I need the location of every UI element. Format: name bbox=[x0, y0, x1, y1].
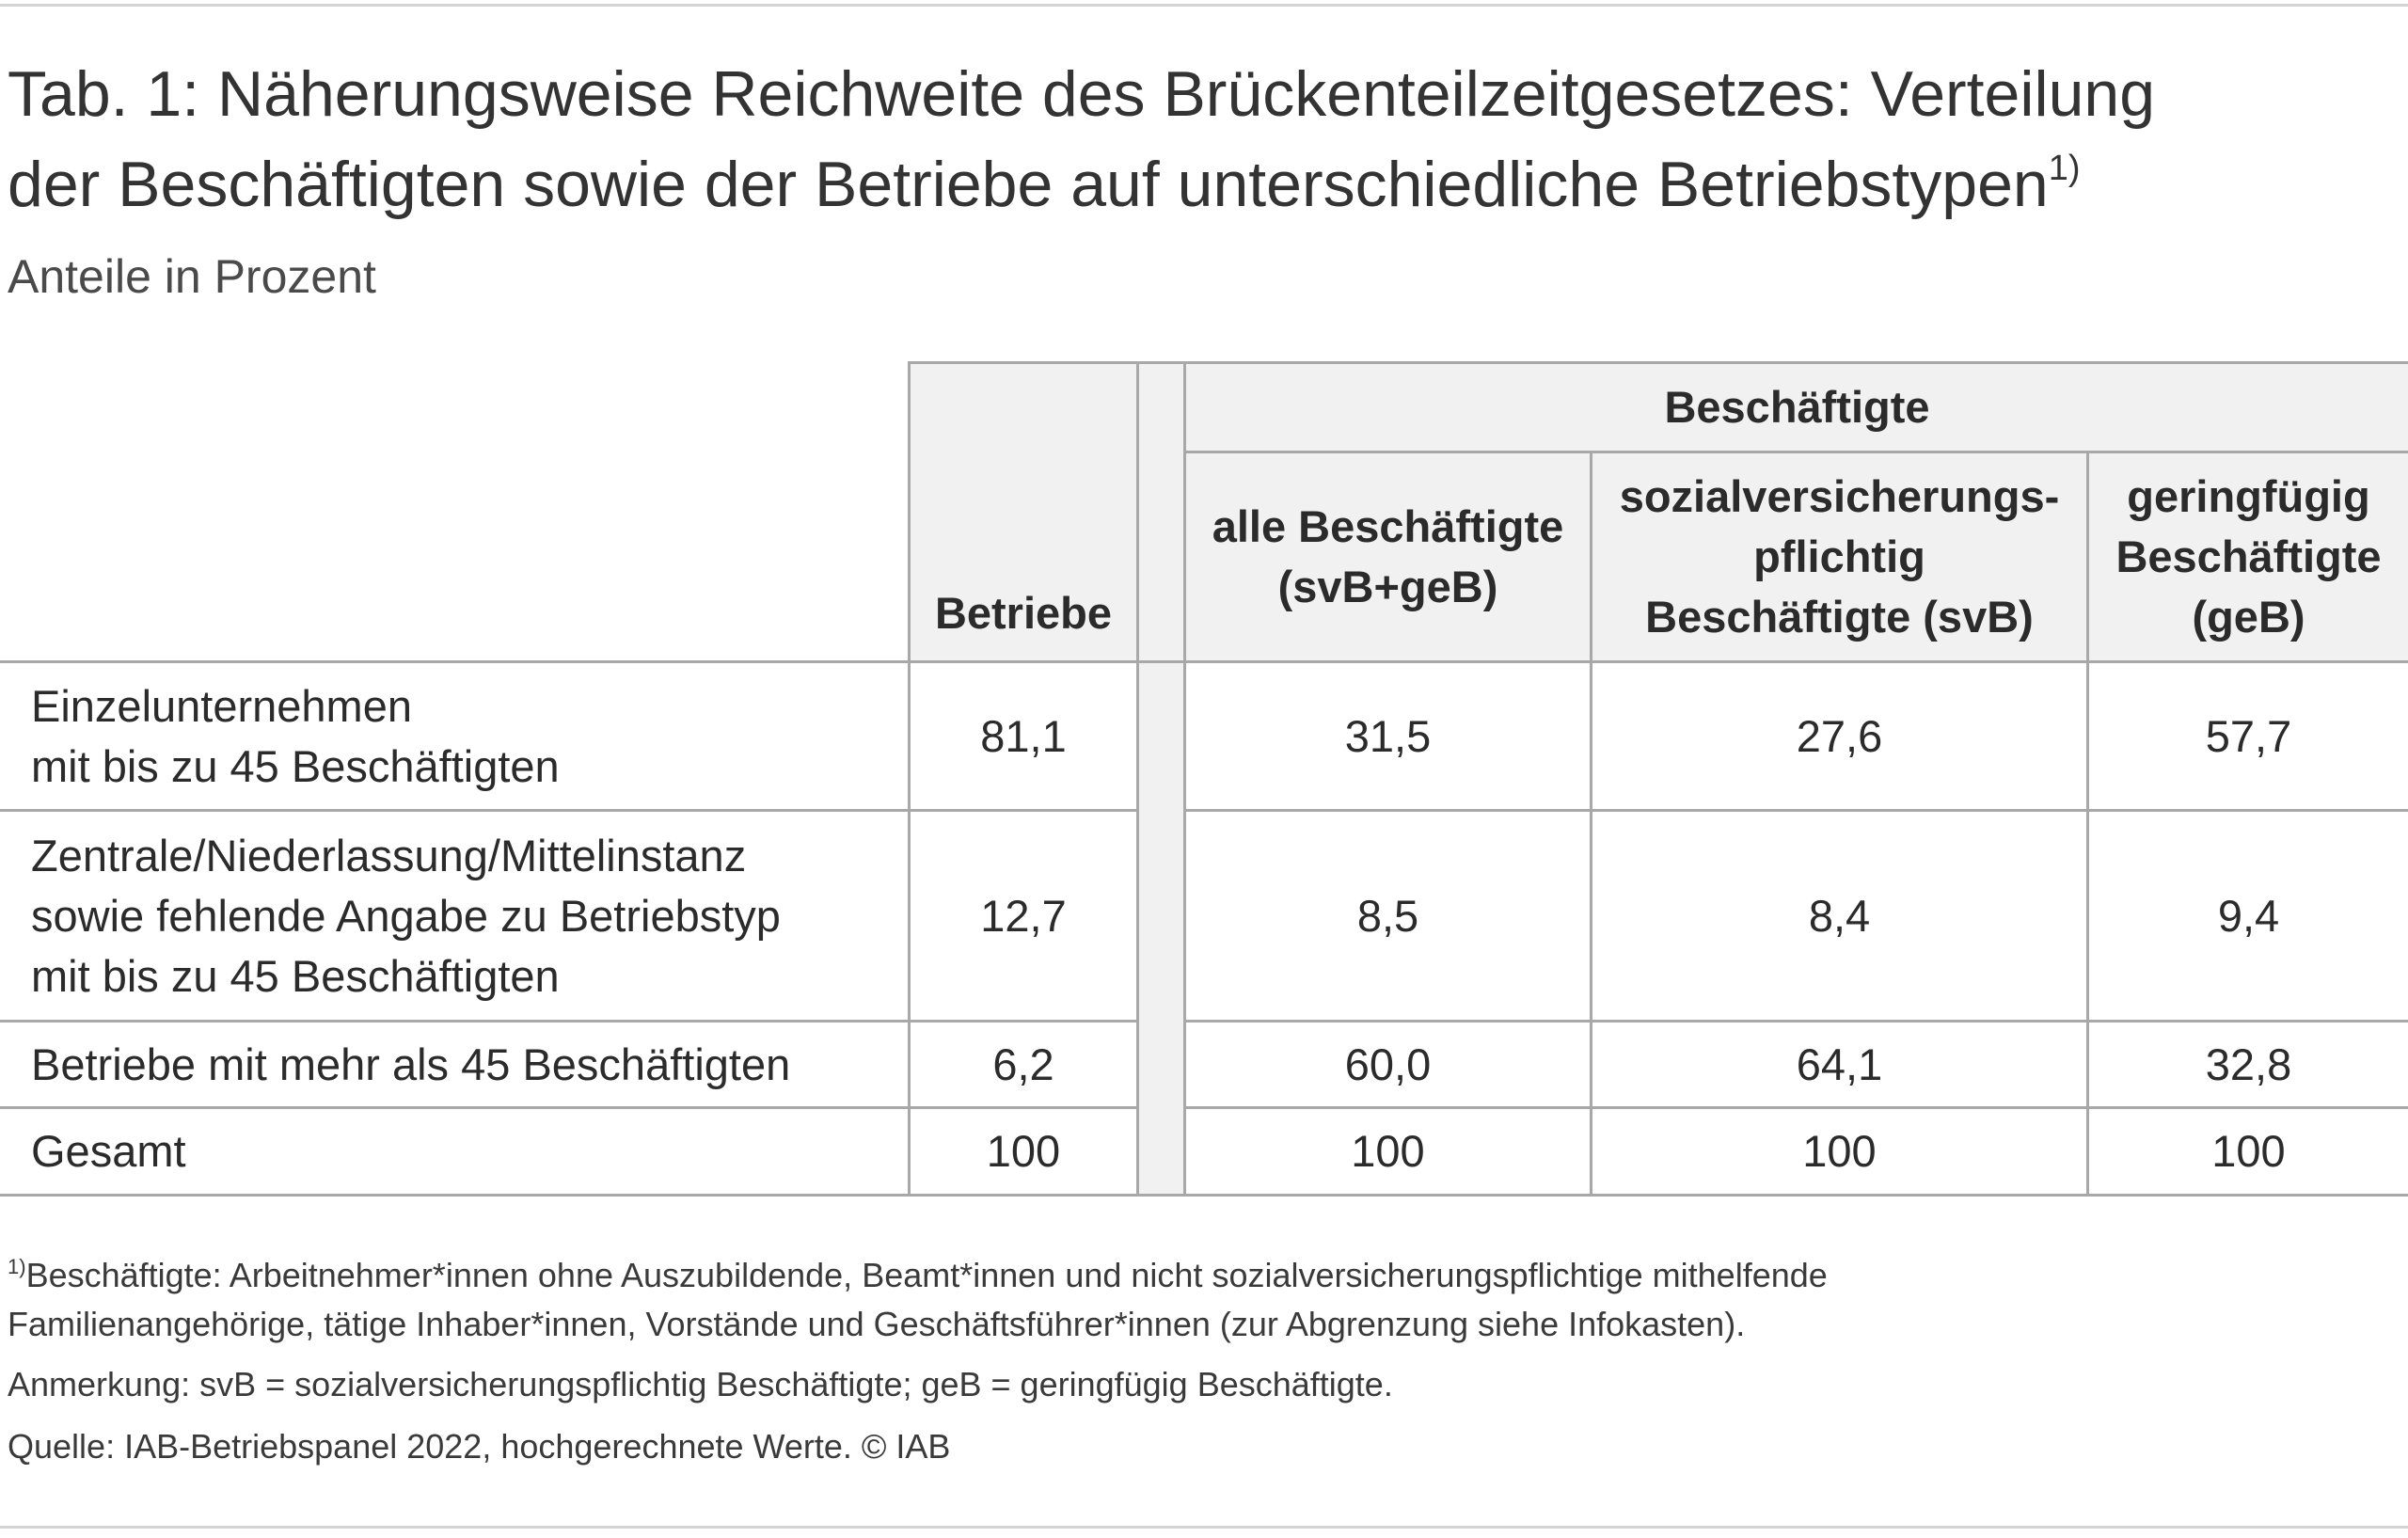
footnote-line-1 bbox=[8, 1251, 2359, 1300]
table-cell: 100 bbox=[986, 1126, 1061, 1176]
col-header-svb bbox=[1592, 453, 2086, 660]
data-table bbox=[0, 361, 2408, 1197]
table-cell: 100 bbox=[1802, 1126, 1877, 1176]
table-cell: 100 bbox=[2211, 1126, 2286, 1176]
table-cell: 12,7 bbox=[980, 890, 1067, 941]
group-header-beschaeftigte: Beschäftigte bbox=[1664, 381, 1930, 432]
table-cell: 64,1 bbox=[1796, 1039, 1883, 1089]
table-subtitle: Anteile in Prozent bbox=[8, 250, 376, 303]
table-cell: 9,4 bbox=[2217, 890, 2280, 941]
footnote-line-2: Familienangehörige, tätige Inhaber*innen, Vorstände und Geschäftsführer*innen (zur Abgrenzung siehe Infokasten). bbox=[8, 1305, 1746, 1343]
col-header-svb-text: sozialversicherungs- pflichtig Beschäftigte (svB) bbox=[1619, 471, 2060, 642]
col-header-alle bbox=[1186, 453, 1590, 660]
row-4-label-text: Gesamt bbox=[31, 1126, 186, 1176]
row-label bbox=[0, 812, 908, 1020]
row-1-label-text: Einzelunternehmen mit bis zu 45 Beschäftigten bbox=[31, 680, 560, 791]
table-cell: 57,7 bbox=[2205, 710, 2292, 761]
footnote-line-1-text: Beschäftigte: Arbeitnehmer*innen ohne Auszubildende, Beamt*innen und nicht sozialversicherungspflichtige mithelfende bbox=[25, 1256, 1828, 1294]
col-header-betriebe bbox=[911, 363, 1136, 660]
footnote-mark: 1) bbox=[8, 1255, 26, 1278]
hline-bottom bbox=[0, 1194, 2408, 1197]
table-cell: 6,2 bbox=[992, 1039, 1054, 1089]
table-cell: 31,5 bbox=[1344, 710, 1432, 761]
row-2-label-text: Zentrale/Niederlassung/Mittelinstanz sowie fehlende Angabe zu Betriebstyp mit bis zu 45 Beschäftigten bbox=[31, 830, 781, 1001]
row-3-label-text: Betriebe mit mehr als 45 Beschäftigten bbox=[31, 1039, 791, 1089]
title-line-1: Tab. 1: Näherungsweise Reichweite des Brückenteilzeitgesetzes: Verteilung bbox=[8, 58, 2156, 130]
table-cell: 32,8 bbox=[2205, 1039, 2292, 1089]
table-cell: 8,5 bbox=[1356, 890, 1419, 941]
row-label bbox=[0, 663, 908, 809]
col-header-alle-text: alle Beschäftigte (svB+geB) bbox=[1212, 501, 1564, 611]
title-line-2-text: der Beschäftigten sowie der Betriebe auf unterschiedliche Betriebstypen bbox=[8, 149, 2049, 220]
footnote bbox=[8, 1251, 2359, 1349]
title-footnote-mark: 1) bbox=[2048, 149, 2081, 188]
table-cell: 100 bbox=[1351, 1126, 1425, 1176]
vline-betriebe bbox=[1136, 361, 1139, 1197]
remark: Anmerkung: svB = sozialversicherungspflichtig Beschäftigte; geB = geringfügig Beschäftigte. bbox=[8, 1365, 1393, 1403]
col-header-geb-text: geringfügig Beschäftigte (geB) bbox=[2115, 471, 2382, 642]
header-bg-spacer bbox=[1139, 363, 1183, 1197]
title-line-2 bbox=[8, 139, 2359, 230]
col-header-geb bbox=[2089, 453, 2408, 660]
row-label bbox=[0, 1023, 908, 1106]
bottom-rule bbox=[0, 1526, 2408, 1529]
table-cell: 8,4 bbox=[1808, 890, 1871, 941]
table-title bbox=[8, 49, 2359, 230]
col-header-betriebe-text: Betriebe bbox=[934, 588, 1113, 638]
table-cell: 81,1 bbox=[980, 710, 1067, 761]
table-cell: 60,0 bbox=[1344, 1039, 1432, 1089]
table-cell: 27,6 bbox=[1796, 710, 1883, 761]
top-rule bbox=[0, 4, 2408, 7]
row-label bbox=[0, 1109, 908, 1194]
source: Quelle: IAB-Betriebspanel 2022, hochgerechnete Werte. © IAB bbox=[8, 1427, 951, 1466]
